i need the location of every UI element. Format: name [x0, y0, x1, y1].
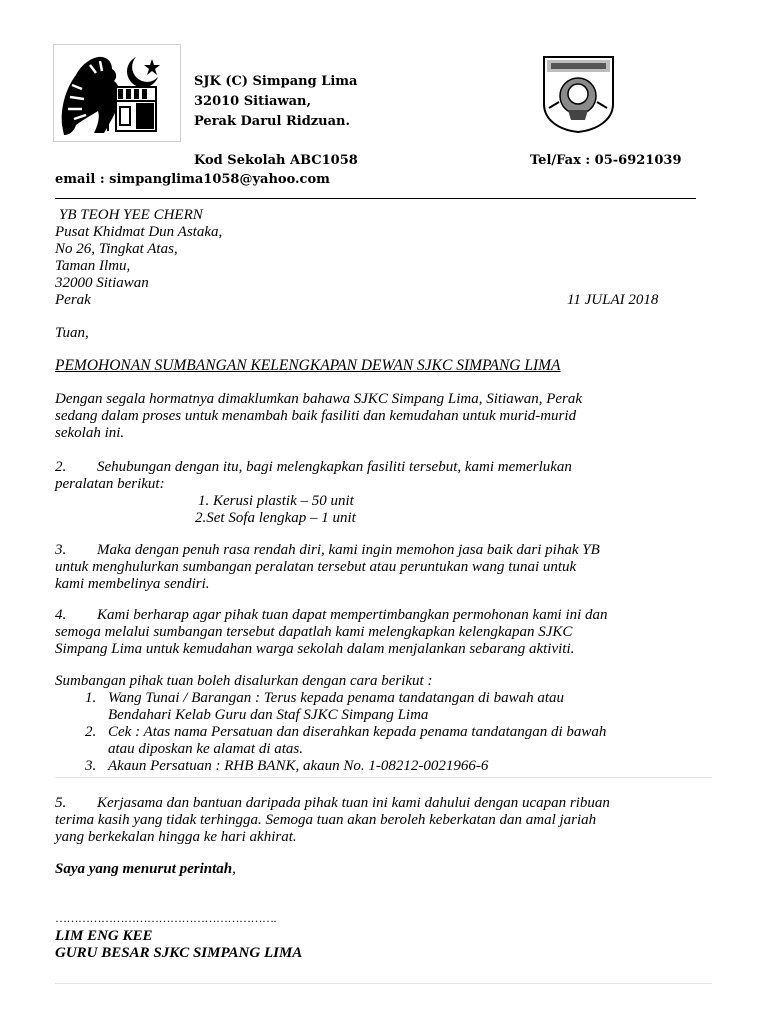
method-number: 2. — [85, 724, 97, 740]
method-line: Akaun Persatuan : RHB BANK, akaun No. 1-08212-0021966-6 — [108, 758, 489, 774]
faint-divider — [55, 983, 712, 984]
method-number: 1. — [85, 690, 97, 706]
tel-fax: Tel/Fax : 05-6921039 — [530, 153, 682, 168]
paragraph-line: Kerjasama dan bantuan daripada pihak tuan ini kami dahului dengan ucapan ribuan — [97, 795, 610, 811]
paragraph-5 — [55, 795, 715, 846]
school-address-line: 32010 Sitiawan, — [194, 94, 312, 109]
paragraph-number: 5. — [55, 795, 67, 811]
recipient-block — [55, 207, 222, 309]
paragraph-line: Sehubungan dengan itu, bagi melengkapkan fasiliti tersebut, kami memerlukan — [97, 459, 572, 475]
paragraph-line: Simpang Lima untuk kemudahan warga sekolah dalam menjalankan sebarang aktiviti. — [55, 641, 575, 657]
recipient-address-line: Perak — [55, 292, 91, 308]
paragraph-4 — [55, 607, 715, 658]
signatory-name: LIM ENG KEE — [55, 928, 153, 944]
signatory-title: GURU BESAR SJKC SIMPANG LIMA — [55, 945, 303, 961]
letter-subject: PEMOHONAN SUMBANGAN KELENGKAPAN DEWAN SJKC SIMPANG LIMA — [55, 357, 561, 374]
paragraph-line: Kami berharap agar pihak tuan dapat mempertimbangkan permohonan kami ini dan — [97, 607, 608, 623]
paragraph-line: sedang dalam proses untuk menambah baik fasiliti dan kemudahan untuk murid-murid — [55, 408, 577, 424]
paragraph-2 — [55, 459, 715, 527]
school-email: email : simpanglima1058@yahoo.com — [55, 172, 330, 187]
recipient-address-line: Taman Ilmu, — [55, 258, 131, 274]
method-line: Cek : Atas nama Persatuan dan diserahkan kepada penama tandatangan di bawah — [108, 724, 607, 740]
closing-phrase-text: Saya yang menurut perintah — [55, 861, 233, 877]
equipment-item: 1. Kerusi plastik – 50 unit — [198, 493, 354, 509]
paragraph-3 — [55, 542, 715, 593]
paragraph-line: kami membelinya sendiri. — [55, 576, 210, 592]
method-line: atau diposkan ke alamat di atas. — [108, 741, 303, 757]
paragraph-number: 2. — [55, 459, 67, 475]
method-line: Bendahari Kelab Guru dan Staf SJKC Simpang Lima — [108, 707, 429, 723]
equipment-item: 2.Set Sofa lengkap – 1 unit — [195, 510, 356, 526]
recipient-address-line: No 26, Tingkat Atas, — [55, 241, 178, 257]
contribution-methods — [55, 673, 715, 775]
closing-phrase — [55, 861, 236, 878]
recipient-address-line: Pusat Khidmat Dun Astaka, — [55, 224, 223, 240]
paragraph-line: Dengan segala hormatnya dimaklumkan bahawa SJKC Simpang Lima, Sitiawan, Perak — [55, 391, 583, 407]
letter-date: 11 JULAI 2018 — [567, 292, 659, 308]
school-code: Kod Sekolah ABC1058 — [194, 153, 358, 168]
paragraph-line: sekolah ini. — [55, 425, 125, 441]
header-divider — [55, 198, 696, 199]
school-name: SJK (C) Simpang Lima — [194, 74, 358, 89]
school-badge-logo — [541, 54, 616, 134]
paragraph-line: untuk menghulurkan sumbangan peralatan tersebut atau peruntukan wang tunai untuk — [55, 559, 577, 575]
signature-line: …………………………………………………. — [55, 911, 276, 925]
paragraph-number: 3. — [55, 542, 67, 558]
paragraph-line: semoga melalui sumbangan tersebut dapatlah kami melengkapkan kelengkapan SJKC — [55, 624, 573, 640]
paragraph-line: terima kasih yang tidak terhingga. Semoga tuan akan beroleh keberkatan dan amal jariah — [55, 812, 597, 828]
state-crest-logo — [53, 44, 181, 142]
paragraph-number: 4. — [55, 607, 67, 623]
paragraph-line: yang berkekalan hingga ke hari akhirat. — [55, 829, 297, 845]
school-address-line: Perak Darul Ridzuan. — [194, 114, 351, 129]
paragraph-1 — [55, 391, 715, 442]
method-number: 3. — [85, 758, 97, 774]
faint-divider — [55, 777, 712, 778]
recipient-address-line: 32000 Sitiawan — [55, 275, 149, 291]
closing-comma: , — [232, 861, 236, 877]
salutation: Tuan, — [55, 325, 89, 341]
school-address-block — [194, 72, 357, 132]
recipient-name: YB TEOH YEE CHERN — [59, 207, 203, 223]
paragraph-line: Maka dengan penuh rasa rendah diri, kami ingin memohon jasa baik dari pihak YB — [97, 542, 600, 558]
method-line: Wang Tunai / Barangan : Terus kepada penama tandatangan di bawah atau — [108, 690, 564, 706]
methods-intro: Sumbangan pihak tuan boleh disalurkan dengan cara berikut : — [55, 673, 433, 689]
paragraph-line: peralatan berikut: — [55, 476, 165, 492]
